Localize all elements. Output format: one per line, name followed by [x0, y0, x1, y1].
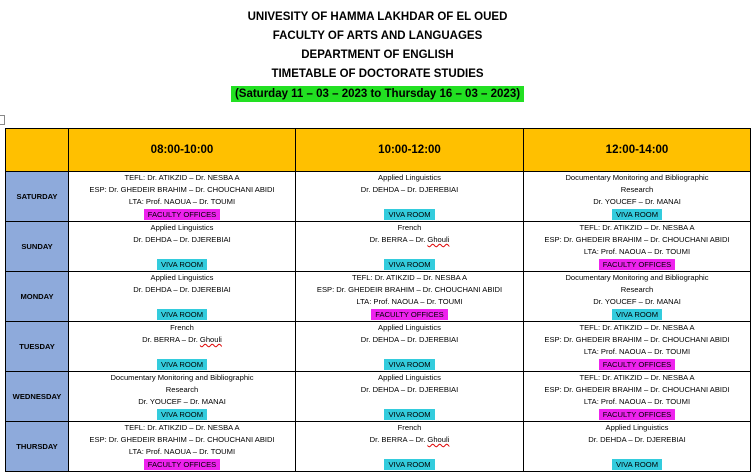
session-text-line: Documentary Monitoring and Bibliographic	[565, 173, 709, 182]
table-row	[6, 372, 751, 422]
faculty-title: FACULTY OF ARTS AND LANGUAGES	[272, 30, 483, 42]
session-text-line: Dr. YOUCEF – Dr. MANAI	[593, 197, 681, 207]
viva-room-badge	[69, 409, 295, 421]
session-cell	[524, 372, 751, 422]
session-text-line: Dr. DEHDA – Dr. DJEREBIAI	[360, 385, 459, 395]
session-text-line: French	[170, 323, 194, 332]
faculty-offices-badge	[69, 459, 295, 471]
session-text-line: Dr. YOUCEF – Dr. MANAI	[138, 397, 226, 407]
session-text-line: Applied Linguistics	[378, 323, 441, 332]
day-label: THURSDAY	[6, 422, 69, 472]
session-text-line: Dr. DEHDA – Dr. DJEREBIAI	[360, 185, 459, 195]
session-text-line: LTA: Prof. NAOUA – Dr. TOUMI	[583, 397, 691, 407]
viva-room-badge	[296, 409, 523, 421]
session-text-line: Dr. DEHDA – Dr. DJEREBIAI	[133, 285, 231, 295]
room-label: FACULTY OFFICES	[599, 359, 676, 370]
header-corner	[6, 129, 69, 172]
session-text-line: Dr. DEHDA – Dr. DJEREBIAI	[588, 435, 686, 445]
day-label: TUESDAY	[6, 322, 69, 372]
session-text-line: Research	[620, 185, 654, 195]
faculty-offices-badge	[524, 409, 750, 421]
table-row	[6, 172, 751, 222]
viva-room-badge	[296, 259, 523, 271]
date-range: (Saturday 11 – 03 – 2023 to Thursday 16 – 03 – 2023)	[231, 86, 524, 102]
session-cell	[69, 222, 296, 272]
room-label: VIVA ROOM	[157, 409, 207, 420]
room-label: VIVA ROOM	[384, 209, 434, 220]
viva-room-badge	[524, 209, 750, 221]
time-slot-header: 12:00-14:00	[524, 129, 751, 172]
time-slot-header: 08:00-10:00	[69, 129, 296, 172]
session-text-line: ESP: Dr. GHEDEIR BRAHIM – Dr. CHOUCHANI ABIDI	[544, 235, 730, 245]
viva-room-badge	[69, 359, 295, 371]
session-text-line: TEFL: Dr. ATIKZID – Dr. NESBA A	[579, 373, 695, 382]
session-text-line: ESP: Dr. GHEDEIR BRAHIM – Dr. CHOUCHANI ABIDI	[316, 285, 503, 295]
room-label: VIVA ROOM	[384, 409, 434, 420]
room-label: VIVA ROOM	[612, 309, 662, 320]
session-text-line: Dr. DEHDA – Dr. DJEREBIAI	[360, 335, 459, 345]
session-text-line: Dr. BERRA – Dr. Ghouli	[369, 435, 450, 445]
faculty-offices-badge	[296, 309, 523, 321]
university-title: UNIVESITY OF HAMMA LAKHDAR OF EL OUED	[247, 11, 508, 23]
session-cell	[296, 222, 524, 272]
session-text-line: LTA: Prof. NAOUA – Dr. TOUMI	[128, 447, 236, 457]
department-title: DEPARTMENT OF ENGLISH	[301, 49, 454, 61]
faculty-offices-badge	[524, 359, 750, 371]
session-cell	[69, 172, 296, 222]
faculty-offices-badge	[524, 259, 750, 271]
viva-room-badge	[524, 309, 750, 321]
session-text-line: Research	[620, 285, 654, 295]
room-label: VIVA ROOM	[157, 309, 207, 320]
day-label: SATURDAY	[6, 172, 69, 222]
session-cell	[296, 172, 524, 222]
session-cell	[296, 372, 524, 422]
faculty-offices-badge	[69, 209, 295, 221]
session-text-line: Documentary Monitoring and Bibliographic	[110, 373, 254, 382]
viva-room-badge	[69, 259, 295, 271]
session-text-line: TEFL: Dr. ATIKZID – Dr. NESBA A	[124, 423, 240, 432]
session-text-line: TEFL: Dr. ATIKZID – Dr. NESBA A	[579, 223, 695, 232]
session-text-line: TEFL: Dr. ATIKZID – Dr. NESBA A	[351, 273, 468, 282]
session-text-line: Dr. DEHDA – Dr. DJEREBIAI	[133, 235, 231, 245]
session-text-line: Dr. BERRA – Dr. Ghouli	[142, 335, 222, 345]
viva-room-badge	[69, 309, 295, 321]
viva-room-badge	[524, 459, 750, 471]
session-cell	[524, 222, 751, 272]
session-text-line: French	[397, 423, 422, 432]
room-label: FACULTY OFFICES	[599, 409, 676, 420]
session-text-line: ESP: Dr. GHEDEIR BRAHIM – Dr. CHOUCHANI ABIDI	[89, 435, 275, 445]
table-row	[6, 272, 751, 322]
day-label: MONDAY	[6, 272, 69, 322]
session-text-line: LTA: Prof. NAOUA – Dr. TOUMI	[583, 247, 691, 257]
timetable-header-row	[6, 129, 751, 172]
session-text-line: TEFL: Dr. ATIKZID – Dr. NESBA A	[124, 173, 240, 182]
session-cell	[69, 372, 296, 422]
session-text-line: LTA: Prof. NAOUA – Dr. TOUMI	[583, 347, 691, 357]
room-label: VIVA ROOM	[612, 209, 662, 220]
timetable-title: TIMETABLE OF DOCTORATE STUDIES	[271, 68, 484, 80]
session-text-line: Dr. BERRA – Dr. Ghouli	[369, 235, 450, 245]
session-cell	[296, 272, 524, 322]
session-cell	[296, 422, 524, 472]
viva-room-badge	[296, 209, 523, 221]
document-header	[0, 8, 755, 102]
timetable	[5, 128, 751, 472]
day-label: SUNDAY	[6, 222, 69, 272]
day-label: WEDNESDAY	[6, 372, 69, 422]
room-label: FACULTY OFFICES	[144, 459, 221, 470]
session-text-line: Applied Linguistics	[605, 423, 669, 432]
room-label: FACULTY OFFICES	[371, 309, 448, 320]
session-text-line: Applied Linguistics	[378, 373, 441, 382]
room-label: FACULTY OFFICES	[144, 209, 221, 220]
session-text-line: Documentary Monitoring and Bibliographic	[565, 273, 709, 282]
room-label: FACULTY OFFICES	[599, 259, 676, 270]
session-text-line: Applied Linguistics	[150, 273, 214, 282]
room-label: VIVA ROOM	[384, 459, 434, 470]
session-text-line: ESP: Dr. GHEDEIR BRAHIM – Dr. CHOUCHANI ABIDI	[544, 335, 730, 345]
session-cell	[69, 422, 296, 472]
session-cell	[69, 272, 296, 322]
table-row	[6, 222, 751, 272]
session-text-line: LTA: Prof. NAOUA – Dr. TOUMI	[356, 297, 463, 307]
room-label: VIVA ROOM	[384, 259, 434, 270]
room-label: VIVA ROOM	[157, 259, 207, 270]
session-text-line: French	[397, 223, 422, 232]
session-text-line: Research	[165, 385, 199, 395]
session-text-line: TEFL: Dr. ATIKZID – Dr. NESBA A	[579, 323, 695, 332]
table-row	[6, 422, 751, 472]
session-text-line: Dr. YOUCEF – Dr. MANAI	[593, 297, 681, 307]
room-label: VIVA ROOM	[157, 359, 207, 370]
session-cell	[296, 322, 524, 372]
room-label: VIVA ROOM	[612, 459, 662, 470]
session-text-line: Applied Linguistics	[150, 223, 214, 232]
session-cell	[69, 322, 296, 372]
session-text-line: Applied Linguistics	[378, 173, 441, 182]
table-row	[6, 322, 751, 372]
session-cell	[524, 322, 751, 372]
viva-room-badge	[296, 359, 523, 371]
session-text-line: ESP: Dr. GHEDEIR BRAHIM – Dr. CHOUCHANI ABIDI	[544, 385, 730, 395]
session-cell	[524, 272, 751, 322]
table-move-handle[interactable]	[0, 115, 5, 125]
session-cell	[524, 172, 751, 222]
room-label: VIVA ROOM	[384, 359, 434, 370]
session-cell	[524, 422, 751, 472]
session-text-line: ESP: Dr. GHEDEIR BRAHIM – Dr. CHOUCHANI ABIDI	[89, 185, 275, 195]
time-slot-header: 10:00-12:00	[296, 129, 524, 172]
session-text-line: LTA: Prof. NAOUA – Dr. TOUMI	[128, 197, 236, 207]
viva-room-badge	[296, 459, 523, 471]
